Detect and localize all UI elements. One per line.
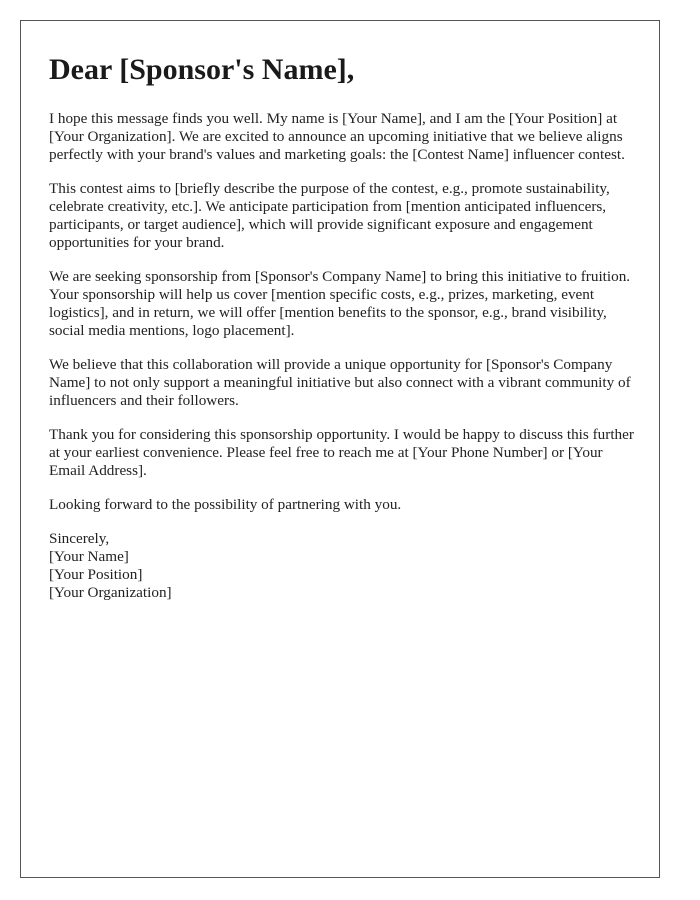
salutation-heading: Dear [Sponsor's Name], (49, 53, 355, 86)
paragraph-thank-you: Thank you for considering this sponsorship opportunity. I would be happy to discuss this further at your earliest convenience. Please feel free to reach me at [Your Phone Number] or [Your Email Address]. (49, 426, 634, 479)
paragraph-looking-forward: Looking forward to the possibility of partnering with you. (49, 496, 402, 513)
paragraph-contest-purpose: This contest aims to [briefly describe the purpose of the contest, e.g., promote sustainability, celebrate creativity, etc.]. We anticipate participation from [mention anticipated influencers, participants, or target audience], which will provide significant exposure and engagement opportunities for your brand. (49, 180, 610, 251)
signoff: Sincerely, (49, 530, 110, 547)
paragraph-sponsorship-request: We are seeking sponsorship from [Sponsor's Company Name] to bring this initiative to fruition. Your sponsorship will help us cover [mention specific costs, e.g., prizes, marketing, event logistics], and in return, we will offer [mention benefits to the sponsor, e.g., brand visibility, social media mentions, logo placement]. (49, 268, 631, 339)
paragraph-introduction: I hope this message finds you well. My name is [Your Name], and I am the [Your Position] at [Your Organization]. We are excited to announce an upcoming initiative that we believe aligns perfectly with your brand's values and marketing goals: the [Contest Name] influencer contest. (49, 110, 625, 163)
signature-block (49, 530, 639, 602)
signature-name: [Your Name] (49, 548, 129, 565)
signature-organization: [Your Organization] (49, 584, 172, 601)
paragraph-collaboration: We believe that this collaboration will provide a unique opportunity for [Sponsor's Company Name] to not only support a meaningful initiative but also connect with a vibrant community of influencers and their followers. (49, 356, 631, 409)
letter-body (49, 51, 639, 602)
letter-page (20, 20, 660, 878)
signature-position: [Your Position] (49, 566, 143, 583)
